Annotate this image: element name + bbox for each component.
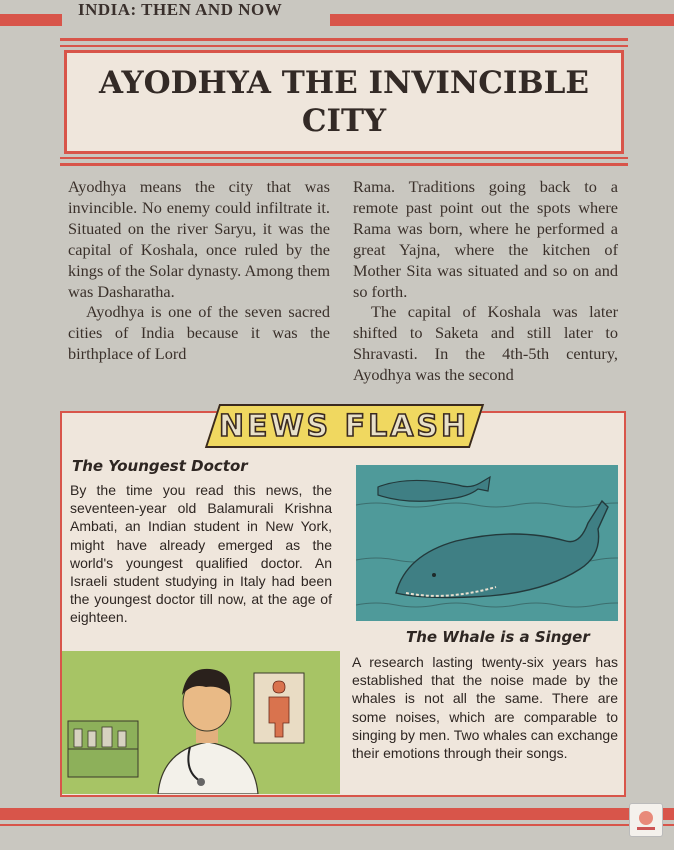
story-title-whale: The Whale is a Singer (406, 628, 590, 646)
logo-icon (629, 803, 663, 837)
section-label: INDIA: THEN AND NOW (78, 0, 283, 19)
title-box (64, 50, 624, 154)
bottom-line (0, 824, 674, 826)
page-title: AYODHYA THE INVINCIBLE CITY (98, 65, 590, 139)
doctor-illustration (62, 651, 340, 794)
article-column-right (353, 177, 618, 386)
header-stripe-right (330, 14, 674, 26)
header-stripe-left (0, 14, 62, 26)
article (68, 177, 628, 387)
whale-icon (356, 465, 618, 621)
article-paragraph: Ayodhya means the city that was invincible. No enemy could infiltrate it. Situated on the river Saryu, it was the capital of Koshala, once ruled by the kings of the Solar dynasty. Among them was Dasharatha. (68, 177, 330, 301)
article-paragraph: Rama. Traditions going back to a remote past point out the spots where Rama was born, where he performed a great Yajna, where the kitchen of Mother Sita was situated and so on and so forth. (353, 177, 618, 301)
story-body-whale: A research lasting twenty-six years has established that the noise made by the whales is not all the same. There are some noises, which are comparable to singing by men. Two whales can exchange their emotions through their songs. (352, 654, 618, 762)
whale-illustration (356, 465, 618, 621)
article-column-left (68, 177, 330, 365)
bottom-stripe (0, 808, 674, 820)
news-flash-banner (205, 404, 484, 448)
article-paragraph: The capital of Koshala was later shifted to Saketa and still later to Shravasti. In the 4th-5th century, Ayodhya was the second (353, 302, 618, 385)
story-title-doctor: The Youngest Doctor (72, 457, 248, 475)
news-flash-label: NEWS FLASH (219, 408, 470, 444)
article-paragraph: Ayodhya is one of the seven sacred cities of India because it was the birthplace of Lord (68, 302, 330, 364)
story-body-doctor: By the time you read this news, the seventeen-year old Balamurali Krishna Ambati, an Indian student in New York, might have already emerged as the world's youngest qualified doctor. An Israeli student studying in Italy had been the youngest doctor till now, at the age of eighteen. (70, 482, 332, 626)
doctor-icon (62, 651, 340, 794)
